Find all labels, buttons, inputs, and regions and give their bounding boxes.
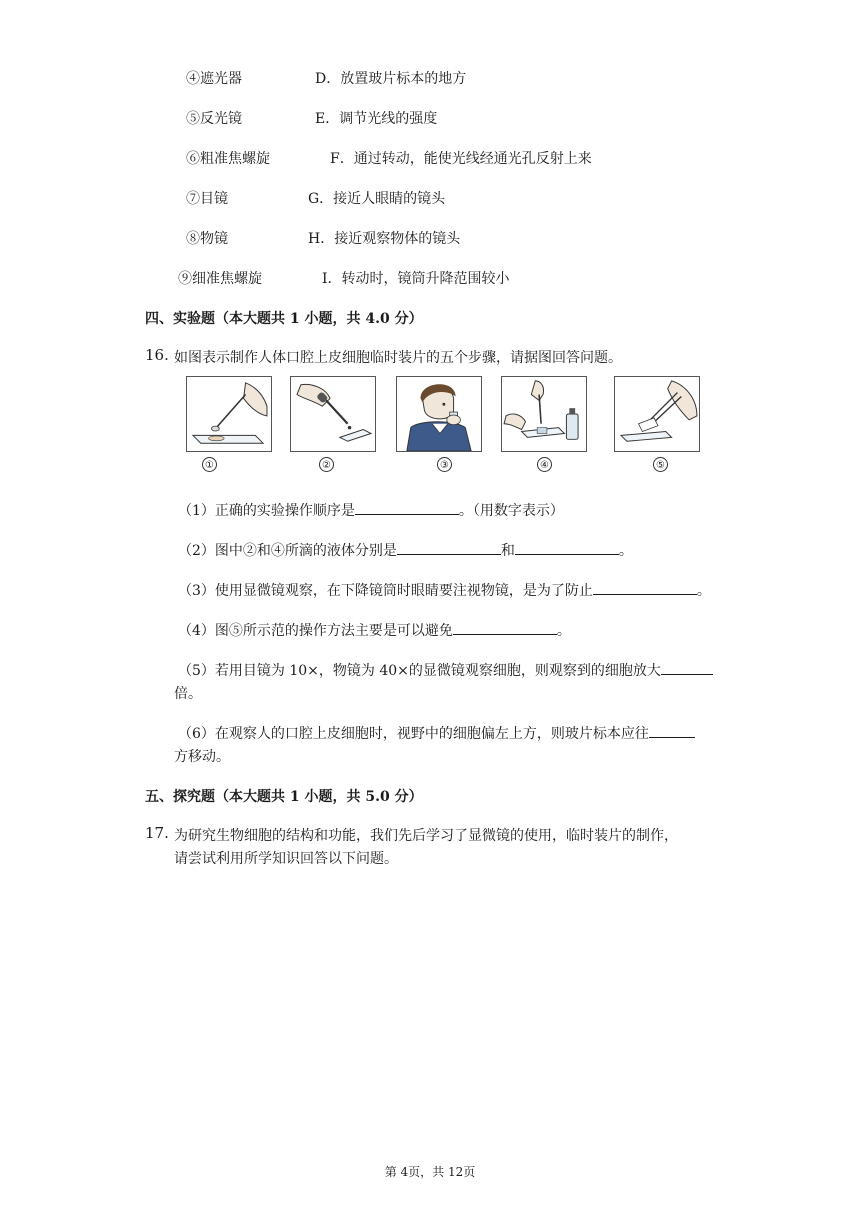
sub-3-suffix: 。 [696,583,711,599]
matching-right-e: E．调节光线的强度 [315,111,438,127]
answer-blank-4[interactable] [453,620,557,635]
answer-blank-5[interactable] [661,660,713,675]
matching-right-i: I．转动时，镜筒升降范围较小 [322,271,510,287]
question-17-number: 17. [145,824,169,842]
question-16-sub-6 [178,723,695,743]
figure-label-5: ⑤ [653,457,668,472]
sub-6-text: （6）在观察人的口腔上皮细胞时，视野中的细胞偏左上方，则玻片标本应往 [178,726,649,742]
matching-left-9: ⑨细准焦螺旋 [178,271,262,287]
sub-1-text: （1）正确的实验操作顺序是 [178,503,355,519]
matching-left-7: ⑦目镜 [186,191,228,207]
matching-right-h: H．接近观察物体的镜头 [308,231,461,247]
question-16-sub-5 [178,660,713,680]
figure-label-2: ② [319,457,334,472]
figure-step-1-smear-image [186,376,272,452]
section-5-heading: 五、探究题（本大题共 1 小题，共 5.0 分） [145,789,423,805]
sub-5-text: （5）若用目镜为 10×，物镜为 40×的显微镜观察细胞，则观察到的细胞放大 [178,663,661,679]
question-16-sub-3 [178,580,711,600]
question-16-sub-1 [178,500,564,520]
sub-4-text: （4）图⑤所示范的操作方法主要是可以避免 [178,623,453,639]
sub-2-suffix: 。 [618,543,633,559]
matching-right-f: F．通过转动，能使光线经通光孔反射上来 [330,151,592,167]
figure-label-1: ① [202,457,217,472]
question-16-sub-2 [178,540,633,560]
figure-step-4-scrape-image [501,376,587,452]
answer-blank-6[interactable] [649,723,695,738]
sub-4-suffix: 。 [556,623,571,639]
question-17-stem-line-2: 请尝试利用所学知识回答以下问题。 [174,851,398,867]
answer-blank-2b[interactable] [515,540,619,555]
question-16-sub-4 [178,620,571,640]
question-16-number: 16. [145,346,169,364]
question-16-stem: 如图表示制作人体口腔上皮细胞临时装片的五个步骤，请据图回答问题。 [174,350,622,366]
matching-left-6: ⑥粗准焦螺旋 [186,151,270,167]
sub-5-suffix: 倍。 [174,686,202,702]
figure-step-3-rinse-mouth-image [396,376,482,452]
answer-blank-2a[interactable] [397,540,501,555]
figure-label-4: ④ [537,457,552,472]
section-4-heading: 四、实验题（本大题共 1 小题，共 4.0 分） [145,311,423,327]
answer-blank-1[interactable] [355,500,459,515]
sub-1-suffix: 。（用数字表示） [458,503,564,519]
figure-step-2-dropper-image [290,376,376,452]
matching-left-8: ⑧物镜 [186,231,228,247]
answer-blank-3[interactable] [593,580,697,595]
page-footer: 第 4页，共 12页 [384,1165,476,1179]
figure-step-5-cover-slip-image [614,376,700,452]
sub-2-text: （2）图中②和④所滴的液体分别是 [178,543,397,559]
matching-left-4: ④遮光器 [186,71,242,87]
sub-6-suffix: 方移动。 [174,749,230,765]
sub-2-and: 和 [500,543,515,559]
sub-3-text: （3）使用显微镜观察，在下降镜筒时眼睛要注视物镜，是为了防止 [178,583,593,599]
matching-right-d: D．放置玻片标本的地方 [315,71,467,87]
matching-left-5: ⑤反光镜 [186,111,242,127]
figure-label-3: ③ [437,457,452,472]
question-17-stem-line-1: 为研究生物细胞的结构和功能，我们先后学习了显微镜的使用，临时装片的制作， [174,828,678,844]
matching-right-g: G．接近人眼睛的镜头 [308,191,446,207]
